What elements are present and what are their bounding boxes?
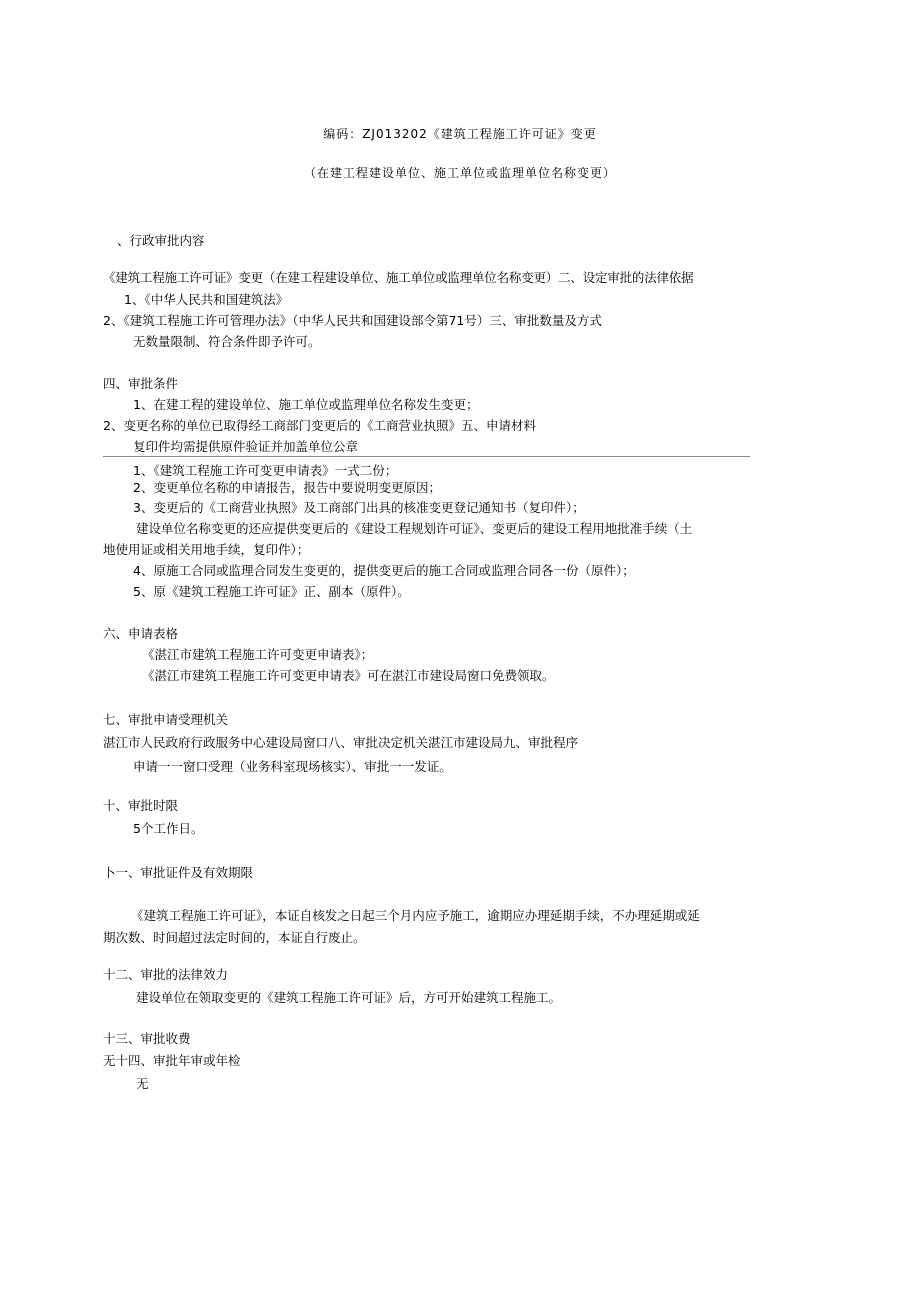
note-line: 复印件均需提供原件验证并加盖单位公章: [133, 439, 359, 454]
paragraph-line: 申请一一窗口受理（业务科室现场核实）、审批一一发证。: [133, 759, 452, 774]
paragraph-line: 建设单位名称变更的还应提供变更后的《建设工程规划许可证》、变更后的建设工程用地批准手续（土: [136, 521, 693, 536]
document-subtitle: （在建工程建设单位、施工单位或监理单位名称变更）: [303, 166, 616, 180]
section-heading: 六、申请表格: [103, 626, 179, 641]
paragraph-line: 《建筑工程施工许可证》变更（在建工程建设单位、施工单位或监理单位名称变更）二、设定审批的法律依据: [103, 270, 694, 285]
paragraph-line: 建设单位在领取变更的《建筑工程施工许可证》后，方可开始建筑工程施工。: [136, 990, 562, 1005]
list-item: 1、《中华人民共和国建筑法》: [124, 292, 289, 307]
list-item: 2、变更名称的单位已取得经工商部门变更后的《工商营业执照》五、申请材料: [103, 418, 536, 433]
paragraph-line: 《建筑工程施工许可证》，本证自核发之日起三个月内应予施工，逾期应办理延期手续，不办理延期或延: [131, 908, 700, 923]
section-heading: 十三、审批收费: [103, 1031, 191, 1046]
list-item: 4、原施工合同或监理合同发生变更的，提供变更后的施工合同或监理合同各一份（原件）；: [133, 563, 635, 578]
paragraph-line: 《湛江市建筑工程施工许可变更申请表》可在湛江市建设局窗口免费领取。: [142, 668, 555, 683]
list-item: 1、在建工程的建设单位、施工单位或监理单位名称发生变更；: [133, 397, 479, 412]
divider: [103, 456, 750, 457]
paragraph-line: 5个工作日。: [133, 821, 204, 836]
list-item: 2、变更单位名称的申请报告，报告中要说明变更原因；: [133, 480, 441, 495]
paragraph-line: 无: [136, 1076, 149, 1091]
section-heading: 七、审批申请受理机关: [103, 712, 229, 727]
section-heading: 卜一、审批证件及有效期限: [103, 865, 254, 880]
paragraph-line: 湛江市人民政府行政服务中心建设局窗口八、审批决定机关湛江市建设局九、审批程序: [103, 735, 579, 750]
document-title: 编码：ZJ013202《建筑工程施工许可证》变更: [323, 127, 597, 141]
list-item: 1、《建筑工程施工许可变更申请表》一式二份；: [133, 463, 398, 478]
paragraph-line: 《湛江市建筑工程施工许可变更申请表》；: [142, 647, 374, 662]
section-heading-content: 、行政审批内容: [117, 233, 205, 248]
section-heading: 四、审批条件: [103, 376, 179, 391]
section-heading: 无十四、审批年审或年检: [103, 1053, 241, 1068]
list-item: 2、《建筑工程施工许可管理办法》（中华人民共和国建设部令第71号）三、审批数量及方式: [103, 313, 602, 328]
paragraph-line: 地使用证或相关用地手续，复印件）；: [103, 542, 310, 557]
list-item: 5、原《建筑工程施工许可证》正、副本（原件）。: [133, 584, 410, 599]
section-heading: 十二、审批的法律效力: [103, 967, 229, 982]
list-item: 3、变更后的《工商营业执照》及工商部门出具的核准变更登记通知书（复印件）；: [133, 500, 585, 515]
paragraph-line: 无数量限制、符合条件即予许可。: [133, 334, 321, 349]
section-heading: 十、审批时限: [103, 798, 179, 813]
paragraph-line: 期次数、时间超过法定时间的，本证自行废止。: [103, 930, 366, 945]
